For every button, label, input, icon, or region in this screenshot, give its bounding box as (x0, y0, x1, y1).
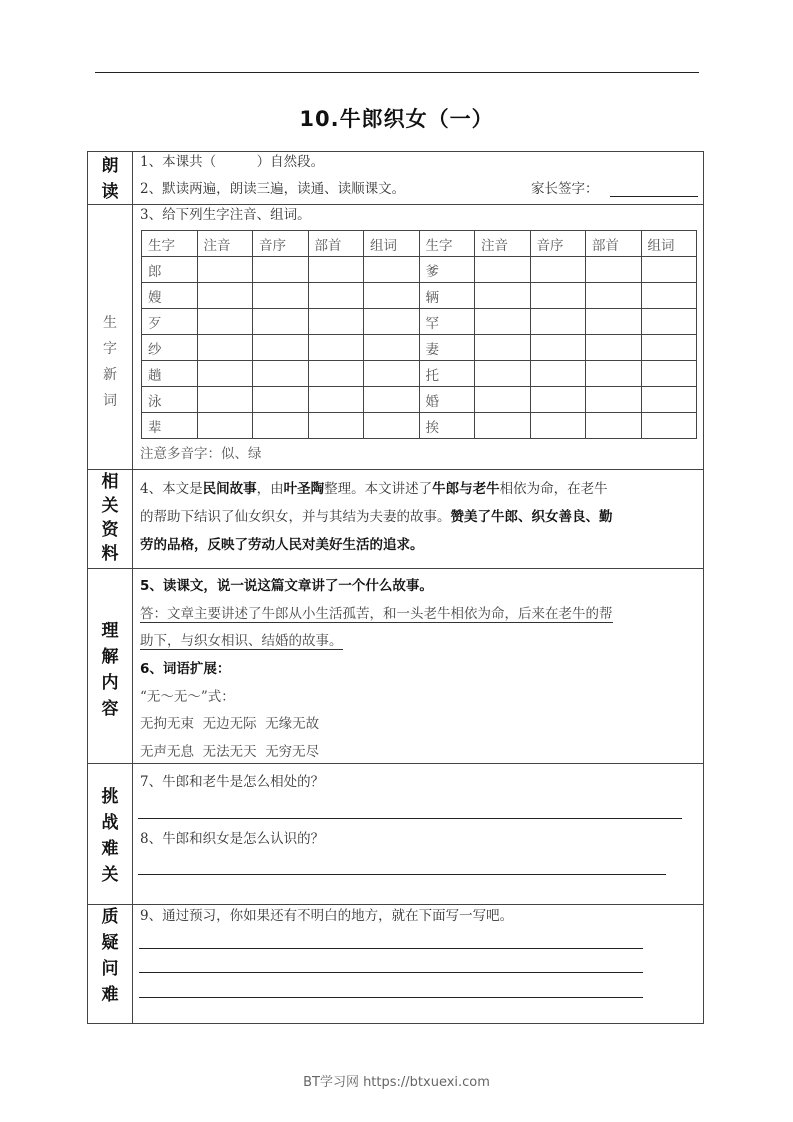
section-label-materials: 相 关 资 料 (101, 472, 119, 564)
table-row (142, 413, 697, 439)
header-cell: 音序 (253, 231, 309, 257)
radical-cell[interactable] (308, 361, 364, 387)
pinyin-cell[interactable] (197, 335, 253, 361)
radical-cell[interactable] (586, 309, 642, 335)
character-cell: 辈 (142, 413, 198, 439)
index-letter-cell[interactable] (530, 387, 586, 413)
page-title: 10.牛郎织女（一） (299, 107, 494, 131)
question-6: 6、词语扩展： (140, 661, 231, 677)
radical-cell[interactable] (308, 413, 364, 439)
pinyin-cell[interactable] (475, 335, 531, 361)
index-letter-cell[interactable] (530, 309, 586, 335)
header-cell: 音序 (530, 231, 586, 257)
answer-5-line-1: 答：文章主要讲述了牛郎从小生活孤苦，和一头老牛相依为命，后来在老牛的帮 (140, 606, 613, 622)
radical-cell[interactable] (586, 335, 642, 361)
character-cell: 纱 (142, 335, 198, 361)
pinyin-cell[interactable] (475, 413, 531, 439)
pinyin-cell[interactable] (475, 361, 531, 387)
pinyin-cell[interactable] (475, 283, 531, 309)
row-divider (87, 763, 704, 764)
table-row (142, 335, 697, 361)
word-list-row-2: 无声无息 无法无天 无穷无尽 (140, 744, 320, 760)
footer-watermark: BT学习网 https://btxuexi.com (303, 1075, 490, 1090)
word-cell[interactable] (641, 283, 697, 309)
answer-line-9a[interactable] (139, 948, 643, 949)
word-cell[interactable] (641, 413, 697, 439)
question-1: 1、本课共（ ）自然段。 (140, 154, 325, 170)
answer-line-8[interactable] (138, 874, 666, 875)
parent-signature-label: 家长签字： (531, 181, 599, 197)
answer-line-9c[interactable] (139, 997, 643, 998)
index-letter-cell[interactable] (530, 413, 586, 439)
index-letter-cell[interactable] (253, 309, 309, 335)
character-cell: 托 (419, 361, 475, 387)
answer-line-9b[interactable] (139, 972, 643, 973)
question-8: 8、牛郎和织女是怎么认识的？ (140, 831, 325, 847)
table-row (142, 309, 697, 335)
radical-cell[interactable] (308, 283, 364, 309)
header-cell: 注音 (475, 231, 531, 257)
table-row (142, 361, 697, 387)
word-cell[interactable] (641, 387, 697, 413)
word-cell[interactable] (641, 257, 697, 283)
header-cell: 部首 (308, 231, 364, 257)
index-letter-cell[interactable] (530, 283, 586, 309)
pinyin-cell[interactable] (475, 309, 531, 335)
character-table (141, 230, 697, 439)
index-letter-cell[interactable] (253, 335, 309, 361)
pinyin-cell[interactable] (197, 283, 253, 309)
radical-cell[interactable] (308, 387, 364, 413)
index-letter-cell[interactable] (253, 283, 309, 309)
word-cell[interactable] (364, 361, 420, 387)
section-label-understanding: 理 解 内 容 (101, 621, 119, 719)
section-label-new-words: 生 字 新 词 (103, 315, 117, 409)
character-cell: 嫂 (142, 283, 198, 309)
word-cell[interactable] (364, 387, 420, 413)
character-cell: 辆 (419, 283, 475, 309)
pinyin-cell[interactable] (197, 387, 253, 413)
character-cell: 趟 (142, 361, 198, 387)
index-letter-cell[interactable] (253, 361, 309, 387)
radical-cell[interactable] (586, 361, 642, 387)
character-cell: 歹 (142, 309, 198, 335)
header-cell: 组词 (364, 231, 420, 257)
question-9: 9、通过预习，你如果还有不明白的地方，就在下面写一写吧。 (140, 908, 514, 924)
header-cell: 生字 (419, 231, 475, 257)
parent-signature-field[interactable] (610, 196, 698, 197)
radical-cell[interactable] (586, 257, 642, 283)
radical-cell[interactable] (308, 335, 364, 361)
radical-cell[interactable] (586, 413, 642, 439)
label-column-divider (132, 151, 133, 1024)
question-3: 3、给下列生字注音、组词。 (140, 207, 311, 223)
background-line-1: 4、本文是民间故事，由叶圣陶整理。本文讲述了牛郎与老牛相依为命，在老牛 (140, 481, 608, 497)
answer-line-7[interactable] (138, 818, 682, 819)
word-list-row-1: 无拘无束 无边无际 无缘无故 (140, 716, 320, 732)
index-letter-cell[interactable] (253, 257, 309, 283)
background-line-2: 的帮助下结识了仙女织女，并与其结为夫妻的故事。赞美了牛郎、织女善良、勤 (140, 509, 613, 525)
pinyin-cell[interactable] (197, 257, 253, 283)
pinyin-cell[interactable] (197, 361, 253, 387)
section-label-reading: 朗 读 (101, 156, 119, 202)
word-cell[interactable] (364, 413, 420, 439)
question-2: 2、默读两遍，朗读三遍，读通、读顺课文。 (140, 181, 406, 197)
question-5: 5、读课文，说一说这篇文章讲了一个什么故事。 (140, 578, 433, 594)
index-letter-cell[interactable] (530, 335, 586, 361)
word-cell[interactable] (364, 335, 420, 361)
header-cell: 组词 (641, 231, 697, 257)
answer-5-line-2: 助下，与织女相识、结婚的故事。 (140, 633, 343, 649)
character-cell: 爹 (419, 257, 475, 283)
radical-cell[interactable] (586, 283, 642, 309)
word-cell[interactable] (364, 309, 420, 335)
row-divider (87, 568, 704, 569)
word-cell[interactable] (364, 283, 420, 309)
table-header-row (142, 231, 697, 257)
polyphone-note: 注意多音字：似、绿 (140, 446, 262, 462)
pinyin-cell[interactable] (197, 413, 253, 439)
index-letter-cell[interactable] (530, 361, 586, 387)
pinyin-cell[interactable] (475, 387, 531, 413)
word-pattern: “无～无～”式： (140, 689, 235, 705)
table-row (142, 283, 697, 309)
word-cell[interactable] (364, 257, 420, 283)
radical-cell[interactable] (308, 309, 364, 335)
row-divider (87, 469, 704, 470)
table-row (142, 257, 697, 283)
question-7: 7、牛郎和老牛是怎么相处的？ (140, 774, 325, 790)
word-cell[interactable] (641, 361, 697, 387)
character-cell: 罕 (419, 309, 475, 335)
index-letter-cell[interactable] (530, 257, 586, 283)
character-cell: 婚 (419, 387, 475, 413)
character-cell: 挨 (419, 413, 475, 439)
pinyin-cell[interactable] (475, 257, 531, 283)
word-cell[interactable] (641, 335, 697, 361)
section-label-challenge: 挑 战 难 关 (101, 787, 119, 885)
index-letter-cell[interactable] (253, 413, 309, 439)
character-cell: 郎 (142, 257, 198, 283)
index-letter-cell[interactable] (253, 387, 309, 413)
character-cell: 妻 (419, 335, 475, 361)
radical-cell[interactable] (586, 387, 642, 413)
header-cell: 部首 (586, 231, 642, 257)
pinyin-cell[interactable] (197, 309, 253, 335)
header-rule (95, 72, 699, 73)
word-cell[interactable] (641, 309, 697, 335)
row-divider (87, 904, 704, 905)
character-cell: 泳 (142, 387, 198, 413)
header-cell: 注音 (197, 231, 253, 257)
section-label-questions: 质 疑 问 难 (101, 907, 119, 1005)
header-cell: 生字 (142, 231, 198, 257)
background-line-3: 劳的品格，反映了劳动人民对美好生活的追求。 (140, 537, 424, 553)
radical-cell[interactable] (308, 257, 364, 283)
table-row (142, 387, 697, 413)
